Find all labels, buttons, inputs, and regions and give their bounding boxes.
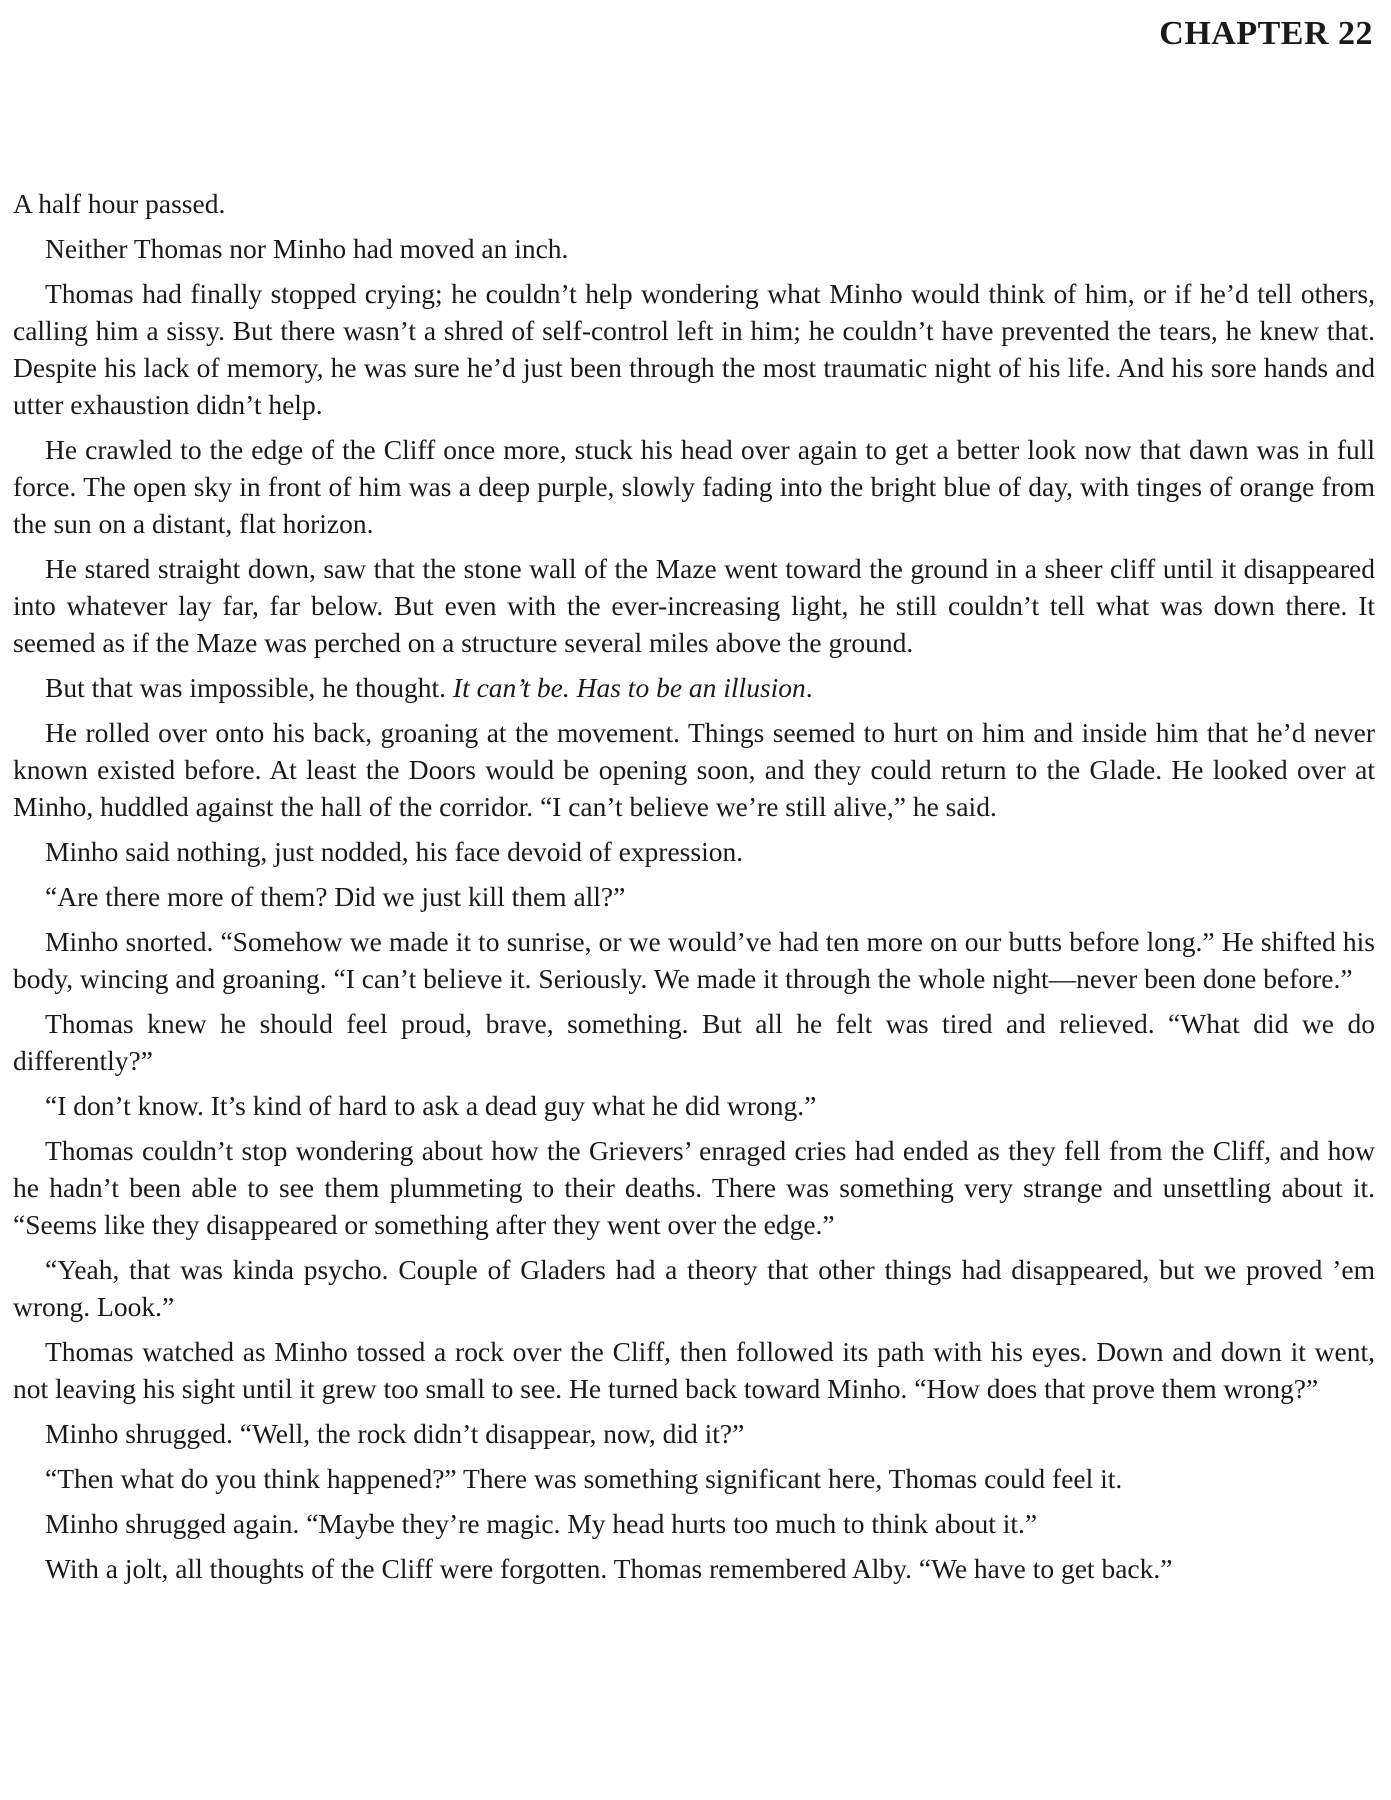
paragraph: “I don’t know. It’s kind of hard to ask a dead guy what he did wrong.” [45,1090,817,1121]
paragraph: Minho said nothing, just nodded, his face devoid of expression. [45,836,744,867]
paragraph: He crawled to the edge of the Cliff once more, stuck his head over again to get a better look now that dawn was in full force. The open sky in front of him was a deep purple, slowly fading into the bright blue of day, with tinges of orange from the sun on a distant, flat horizon. [13,434,1375,539]
paragraph: Minho shrugged again. “Maybe they’re magic. My head hurts too much to think about it.” [45,1508,1038,1539]
paragraph: Thomas had finally stopped crying; he couldn’t help wondering what Minho would think of him, or if he’d tell others, calling him a sissy. But there wasn’t a shred of self-control left in him; he couldn’t have prevented the tears, he knew that. Despite his lack of memory, he was sure he’d just been through the most traumatic night of his life. And his sore hands and utter exhaustion didn’t help. [13,278,1375,420]
paragraph: “Then what do you think happened?” There was something significant here, Thomas could feel it. [45,1463,1123,1494]
chapter-heading: CHAPTER 22 [1159,15,1373,52]
paragraph: He rolled over onto his back, groaning at the movement. Things seemed to hurt on him and inside him that he’d never known existed before. At least the Doors would be opening soon, and they could return to the Glade. He looked over at Minho, huddled against the hall of the corridor. “I can’t believe we’re still alive,” he said. [13,717,1375,822]
paragraph: “Are there more of them? Did we just kill them all?” [45,881,626,912]
paragraph: Minho shrugged. “Well, the rock didn’t disappear, now, did it?” [45,1418,745,1449]
paragraph: Thomas knew he should feel proud, brave, something. But all he felt was tired and relieved. “What did we do differently?” [13,1008,1375,1076]
paragraph-text-end: . [805,672,813,703]
paragraph-text: But that was impossible, he thought. [45,672,453,703]
paragraph: A half hour passed. [13,188,226,219]
paragraph: He stared straight down, saw that the stone wall of the Maze went toward the ground in a sheer cliff until it disappeared into whatever lay far, far below. But even with the ever-increasing light, he still couldn’t tell what was down there. It seemed as if the Maze was perched on a structure several miles above the ground. [13,553,1375,658]
paragraph: Minho snorted. “Somehow we made it to sunrise, or we would’ve had ten more on our butts before long.” He shifted his body, wincing and groaning. “I can’t believe it. Seriously. We made it through the whole night—never been done before.” [13,926,1375,994]
paragraph: “Yeah, that was kinda psycho. Couple of Gladers had a theory that other things had disappeared, but we proved ’em wrong. Look.” [13,1254,1375,1322]
paragraph: Thomas couldn’t stop wondering about how the Grievers’ enraged cries had ended as they fell from the Cliff, and how he hadn’t been able to see them plummeting to their deaths. There was something very strange and unsettling about it. “Seems like they disappeared or something after they went over the edge.” [13,1135,1375,1240]
paragraph: Thomas watched as Minho tossed a rock over the Cliff, then followed its path with his eyes. Down and down it went, not leaving his sight until it grew too small to see. He turned back toward Minho. “How does that prove them wrong?” [13,1336,1375,1404]
italic-thought: It can’t be. Has to be an illusion [452,672,806,703]
paragraph-with-italic [13,669,1375,706]
paragraph: With a jolt, all thoughts of the Cliff were forgotten. Thomas remembered Alby. “We have to get back.” [45,1553,1173,1584]
chapter-body [13,185,1375,1595]
paragraph: Neither Thomas nor Minho had moved an inch. [45,233,569,264]
